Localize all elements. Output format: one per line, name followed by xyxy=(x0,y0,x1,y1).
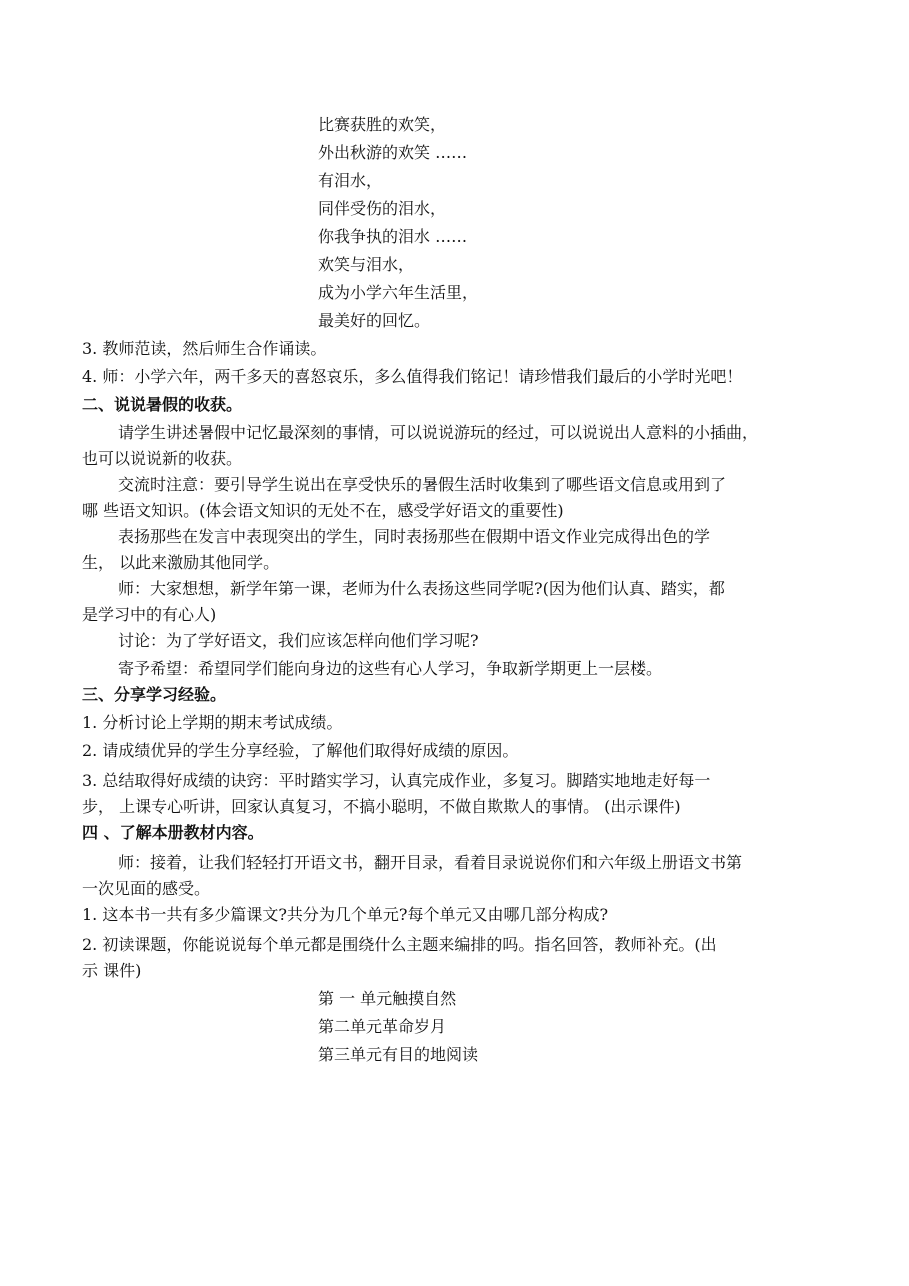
poem-line: 最美好的回忆。 xyxy=(318,311,431,330)
list-item: 步， 上课专心听讲，回家认真复习，不搞小聪明，不做自欺欺人的事情。 (出示课件) xyxy=(82,797,681,816)
list-item: 示 课件) xyxy=(82,961,142,980)
poem-line: 外出秋游的欢笑 …… xyxy=(318,143,468,162)
section-heading: 二、说说暑假的收获。 xyxy=(82,395,243,414)
poem-line: 比赛获胜的欢笑， xyxy=(318,115,447,134)
poem-line: 成为小学六年生活里， xyxy=(318,283,479,302)
poem-line: 同伴受伤的泪水， xyxy=(318,199,447,218)
paragraph-line: 寄予希望：希望同学们能向身边的这些有心人学习，争取新学期更上一层楼。 xyxy=(118,659,663,678)
list-item: 2. 请成绩优异的学生分享经验，了解他们取得好成绩的原因。 xyxy=(82,741,519,760)
section-heading: 三、分享学习经验。 xyxy=(82,685,227,704)
paragraph-line: 表扬那些在发言中表现突出的学生，同时表扬那些在假期中语文作业完成得出色的学 xyxy=(118,527,711,546)
unit-title: 第三单元有目的地阅读 xyxy=(318,1045,479,1064)
paragraph-line: 请学生讲述暑假中记忆最深刻的事情，可以说说游玩的经过，可以说说出人意料的小插曲， xyxy=(118,423,759,442)
paragraph-line: 师：接着，让我们轻轻打开语文书，翻开目录，看着目录说说你们和六年级上册语文书第 xyxy=(118,853,743,872)
poem-line: 欢笑与泪水， xyxy=(318,255,415,274)
paragraph-line: 也可以说说新的收获。 xyxy=(82,449,243,468)
list-item: 1. 这本书一共有多少篇课文?共分为几个单元?每个单元又由哪几部分构成? xyxy=(82,905,609,924)
list-item: 2. 初读课题，你能说说每个单元都是围绕什么主题来编排的吗。指名回答，教师补充。(出 xyxy=(82,935,717,954)
paragraph-line: 是学习中的有心人) xyxy=(82,605,217,624)
paragraph-line: 一次见面的感受。 xyxy=(82,879,211,898)
list-item: 3. 教师范读，然后师生合作诵读。 xyxy=(82,339,327,358)
list-item: 3. 总结取得好成绩的诀窍：平时踏实学习，认真完成作业，多复习。脚踏实地地走好每一 xyxy=(82,771,711,790)
paragraph-line: 哪 些语文知识。(体会语文知识的无处不在，感受学好语文的重要性) xyxy=(82,501,564,520)
list-item: 1. 分析讨论上学期的期末考试成绩。 xyxy=(82,713,343,732)
paragraph-line: 师：大家想想，新学年第一课，老师为什么表扬这些同学呢?(因为他们认真、踏实，都 xyxy=(118,579,725,598)
section-heading: 四 、了解本册教材内容。 xyxy=(82,823,264,842)
paragraph-line: 生， 以此来激励其他同学。 xyxy=(82,553,280,572)
poem-line: 有泪水， xyxy=(318,171,383,190)
unit-title: 第二单元革命岁月 xyxy=(318,1017,447,1036)
unit-title: 第 一 单元触摸自然 xyxy=(318,989,457,1008)
paragraph-line: 讨论：为了学好语文，我们应该怎样向他们学习呢? xyxy=(118,631,479,650)
paragraph-line: 交流时注意：要引导学生说出在享受快乐的暑假生活时收集到了哪些语文信息或用到了 xyxy=(118,475,727,494)
poem-line: 你我争执的泪水 …… xyxy=(318,227,468,246)
list-item: 4. 师：小学六年，两千多天的喜怒哀乐，多么值得我们铭记！请珍惜我们最后的小学时光吧！ xyxy=(82,367,743,386)
